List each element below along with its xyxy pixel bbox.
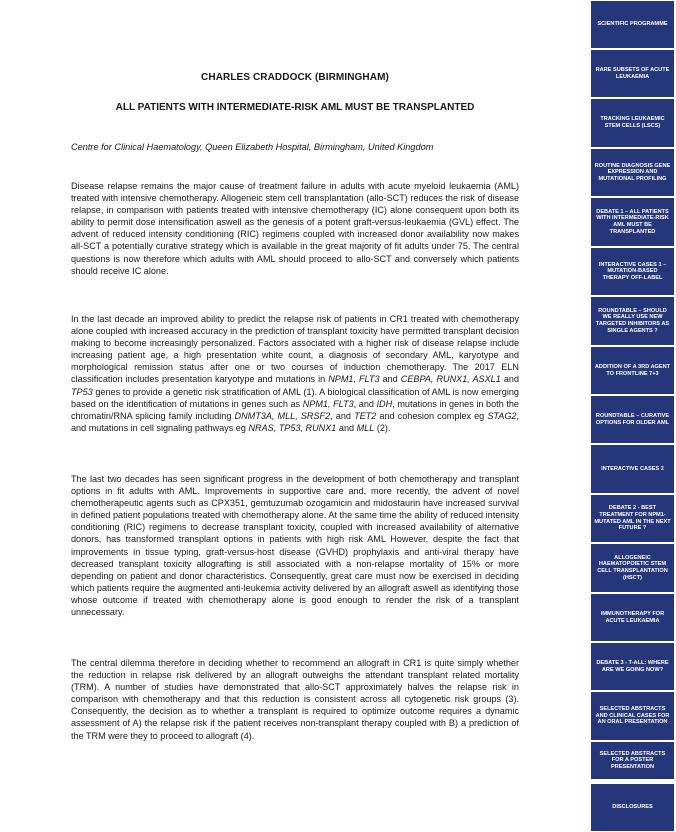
gene-name: NPM1, FLT3 [328, 374, 380, 385]
affiliation: Centre for Clinical Haematology, Queen Elizabeth Hospital, Birmingham, United Kingdom [71, 142, 434, 152]
nav-routine-diagnosis[interactable]: ROUTINE DIAGNOSIS GENE EXPRESSION AND MUTATIONAL PROFILING [591, 149, 674, 196]
text-run: and cohesion complex eg [376, 410, 488, 421]
gene-name: MLL [356, 422, 375, 433]
nav-tracking-lscs[interactable]: TRACKING LEUKAEMIC STEM CELLS (LSCS) [591, 99, 674, 147]
text-run: The last two decades has seen significant progress in the development of both chemotherapy and transplant options in fit adults with AML. Improvements in supportive care and, more recently, the advent of novel chemotherapeutic agents such as CPX351, gemtuzumab ozogamicin and midostaurin have increased survival in defined patient populations treated with chemotherapy alone. At the same time the ability of reduced intensity conditioning (RIC) regimens to decrease transplant toxicity, coupled with increased availability of alternative donors, has transformed transplant options in patients with high risk AML However, despite the fact that improvements in tissue typing, graft-versus-host disease (GVHD) prophylaxis and anti-viral therapy have decreased transplant toxicity allografting is still associated with a non-relapse mortality of 15% or more depending on patient and donor characteristics. Consequently, great care must now be exercised in deciding which patients require the augmented anti-leukemia activity delivered by an allograft aswell as identifying those whose outcome if treated with chemotherapy alone is good enough to render the risk of a transplant unnecessary. [71, 474, 519, 618]
nav-debate-3[interactable]: DEBATE 3 - T-ALL: WHERE ARE WE GOING NOW? [591, 643, 674, 690]
abstract-title: ALL PATIENTS WITH INTERMEDIATE-RISK AML MUST BE TRANSPLANTED [115, 102, 475, 113]
nav-debate-1[interactable]: DEBATE 1 – ALL PATIENTS WITH INTERMEDIATE-RISK AML MUST BE TRANSPLANTED [591, 198, 674, 246]
nav-rare-subsets[interactable]: RARE SUBSETS OF ACUTE LEUKAEMIA [591, 50, 674, 97]
text-run: , and [353, 398, 377, 409]
body-paragraph [71, 657, 519, 742]
text-run: and mutations in cell signaling pathways eg [71, 422, 249, 433]
text-run: , mutations in genes in both the chromatin/RNA splicing family including [71, 398, 519, 421]
nav-disclosures[interactable]: DISCLOSURES [591, 784, 674, 831]
gene-name: NPM1, FLT3 [302, 398, 354, 409]
nav-scientific-programme[interactable]: SCIENTIFIC PROGRAMME [591, 1, 674, 48]
nav-interactive-cases-2[interactable]: INTERACTIVE CASES 2 [591, 445, 674, 493]
nav-debate-2[interactable]: DEBATE 2 - BEST TREATMENT FOR NPM1-MUTATED AML IN THE NEXT FUTURE ? [591, 495, 674, 542]
gene-name: STAG2, [487, 410, 520, 421]
text-run: Disease relapse remains the major cause of treatment failure in adults with acute myeloid leukaemia (AML) treated with intensive chemotherapy. Allogeneic stem cell transplantation (allo-SCT) reduces the risk of disease relapse, in comparison with patients treated with intensive chemotherapy (IC) alone consequent upon both its ability to permit dose intensification aswell as the genesis of a potent graft-versus-leukaemia (GVL) effect. The advent of reduced intensity conditioning (RIC) regimens coupled with increased donor availability now makes all-SCT a potentially curative strategy which is available in the great majority of fit adults under 75. The central questions is now therefore which adults with AML should proceed to allo-SCT and conversely which patients should receive IC alone. [71, 181, 519, 276]
gene-name: DNMT3A, MLL, SRSF2 [234, 410, 331, 421]
text-run: In the last decade an improved ability to predict the relapse risk of patients in CR1 treated with chemotherapy alone coupled with increased accuracy in the prediction of transplant toxicity have permitted transplant decision making to become increasingly personalized. Factors associated with a higher risk of disease relapse include increasing patient age, a high presentation white count, a diagnosis of secondary AML, karyotype and morphological remission status after one or two courses of induction chemotherapy. The 2017 ELN classification includes presentation karyotype and mutations in [71, 314, 519, 385]
text-run: (2). [374, 422, 391, 433]
nav-immunotherapy[interactable]: IMMUNOTHERAPY FOR ACUTE LEUKAEMIA [591, 594, 674, 641]
body-paragraph [71, 180, 519, 277]
gene-name: TP53 [71, 386, 93, 397]
gene-name: NRAS, TP53, RUNX1 [248, 422, 337, 433]
programme-sidebar [591, 0, 676, 832]
gene-name: IDH [376, 398, 393, 409]
nav-roundtable-targeted-inhibitors[interactable]: ROUNDTABLE – SHOULD WE REALLY USE NEW TARGETED INHIBITORS AS SINGLE AGENTS ? [591, 297, 674, 345]
gene-name: TET2 [354, 410, 377, 421]
nav-oral-abstracts[interactable]: SELECTED ABSTRACTS AND CLINICAL CASES FOR AN ORAL PRESENTATION [591, 692, 674, 740]
nav-interactive-cases-1[interactable]: INTERACTIVE CASES 1 – MUTATION-BASED THERAPY OFF-LABEL [591, 248, 674, 295]
nav-poster-abstracts[interactable]: SELECTED ABSTRACTS FOR A POSTER PRESENTATION [591, 742, 674, 779]
gene-name: CEBPA, RUNX1, ASXL1 [400, 374, 501, 385]
text-run: , and [330, 410, 355, 421]
body-paragraph [71, 313, 519, 434]
body-paragraph [71, 473, 519, 618]
author-heading: CHARLES CRADDOCK (BIRMINGHAM) [201, 72, 389, 83]
nav-roundtable-older-aml[interactable]: ROUNDTABLE – CURATIVE OPTIONS FOR OLDER AML [591, 396, 674, 443]
text-run: genes to provide a genetic risk stratification of AML (1). A biological classification of AML is now emerging based on the identification of mutations in genes such as [71, 386, 519, 409]
text-run: and [379, 374, 401, 385]
text-run: and [500, 374, 520, 385]
nav-third-agent[interactable]: ADDITION OF A 3RD AGENT TO FRONTLINE 7+3 [591, 347, 674, 394]
text-run: The central dilemma therefore in deciding whether to recommend an allograft in CR1 is quite simply whether the reduction in relapse risk delivered by an allograft outweighs the attendant transplant related mortality (TRM). A number of studies have demonstrated that allo-SCT approximately halves the relapse risk in comparison with chemotherapy and that this reduction is consistent across all cytogenetic risk groups (3). Consequently, the decision as to whether a transplant is required to optimize outcome requires a dynamic assessment of A) the relapse risk if the patient receives non-transplant therapy coupled with B) a prediction of the TRM were they to proceed to allograft (4). [71, 658, 519, 741]
nav-allogeneic-hsct[interactable]: ALLOGENEIC HAEMATOPOIETIC STEM CELL TRANSPLANTATION (HSCT) [591, 544, 674, 592]
text-run: and [336, 422, 357, 433]
